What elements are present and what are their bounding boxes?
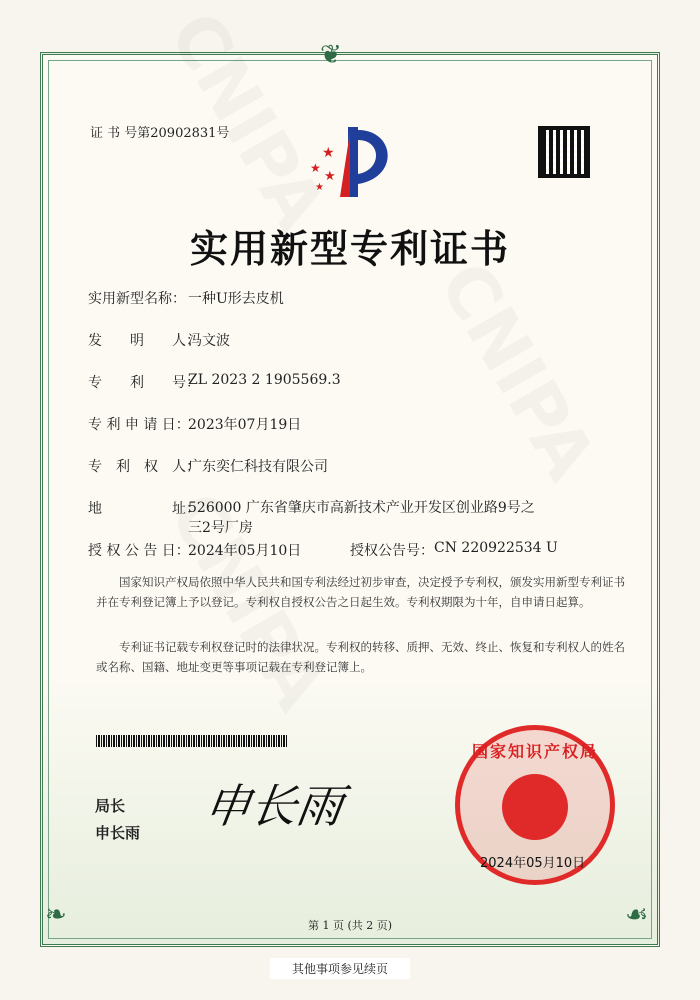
svg-text:★: ★ (315, 182, 324, 193)
field-patent-number: 专 利 号： ZL 2023 2 1905569.3 (88, 372, 341, 391)
svg-text:★: ★ (322, 145, 335, 161)
statement-paragraph: 专利证书记载专利权登记时的法律状况。专利权的转移、质押、无效、终止、恢复和专利权人的姓名或名称、国籍、地址变更等事项记载在专利登记簿上。 (96, 640, 625, 674)
cnipa-logo-icon (300, 122, 410, 202)
certificate-title: 实用新型专利证书 (189, 226, 510, 271)
svg-text:★: ★ (324, 169, 336, 184)
barcode (96, 735, 288, 747)
continuation-note: 其他事项参见续页 (270, 958, 410, 979)
page-indicator: 第 1 页 (共 2 页) (307, 919, 393, 932)
field-name: 实用新型名称： 一种U形去皮机 (88, 291, 284, 307)
field-publication-date: 授 权 公 告 日： 2024年05月10日 (88, 543, 302, 559)
field-patentee: 专 利 权 人： 广东奕仁科技有限公司 (88, 459, 328, 475)
statement-paragraph: 国家知识产权局依照中华人民共和国专利法经过初步审查，决定授予专利权，颁发实用新型专利证书并在专利登记簿上予以登记。专利权自授权公告之日起生效。专利权期限为十年，自申请日起算。 (96, 575, 625, 609)
corner-ornament-icon: ❧ (45, 900, 67, 930)
signature: 申长雨 (200, 779, 347, 833)
director-name: 申长雨 (95, 824, 141, 842)
national-emblem-icon (502, 774, 568, 840)
field-application-date: 专 利 申 请 日： 2023年07月19日 (88, 417, 302, 433)
svg-text:★: ★ (310, 161, 321, 175)
corner-ornament-icon: ☙ (625, 900, 649, 930)
director-title: 局长 (95, 797, 126, 815)
field-address: 地 址： 526000 广东省肇庆市高新技术产业开发区创业路9号之 三2号厂房 (88, 500, 535, 536)
field-publication-number: 授权公告号： CN 220922534 U (350, 540, 558, 559)
top-ornament-icon: ❦ (320, 40, 342, 70)
seal-text: 国家知识产权局 (471, 742, 598, 761)
certificate-number: 证 书 号第20902831号 (90, 126, 230, 141)
qr-code (538, 126, 590, 178)
seal-date: 2024年05月10日 (480, 856, 586, 871)
field-inventor: 发 明 人： 冯文波 (88, 333, 230, 349)
